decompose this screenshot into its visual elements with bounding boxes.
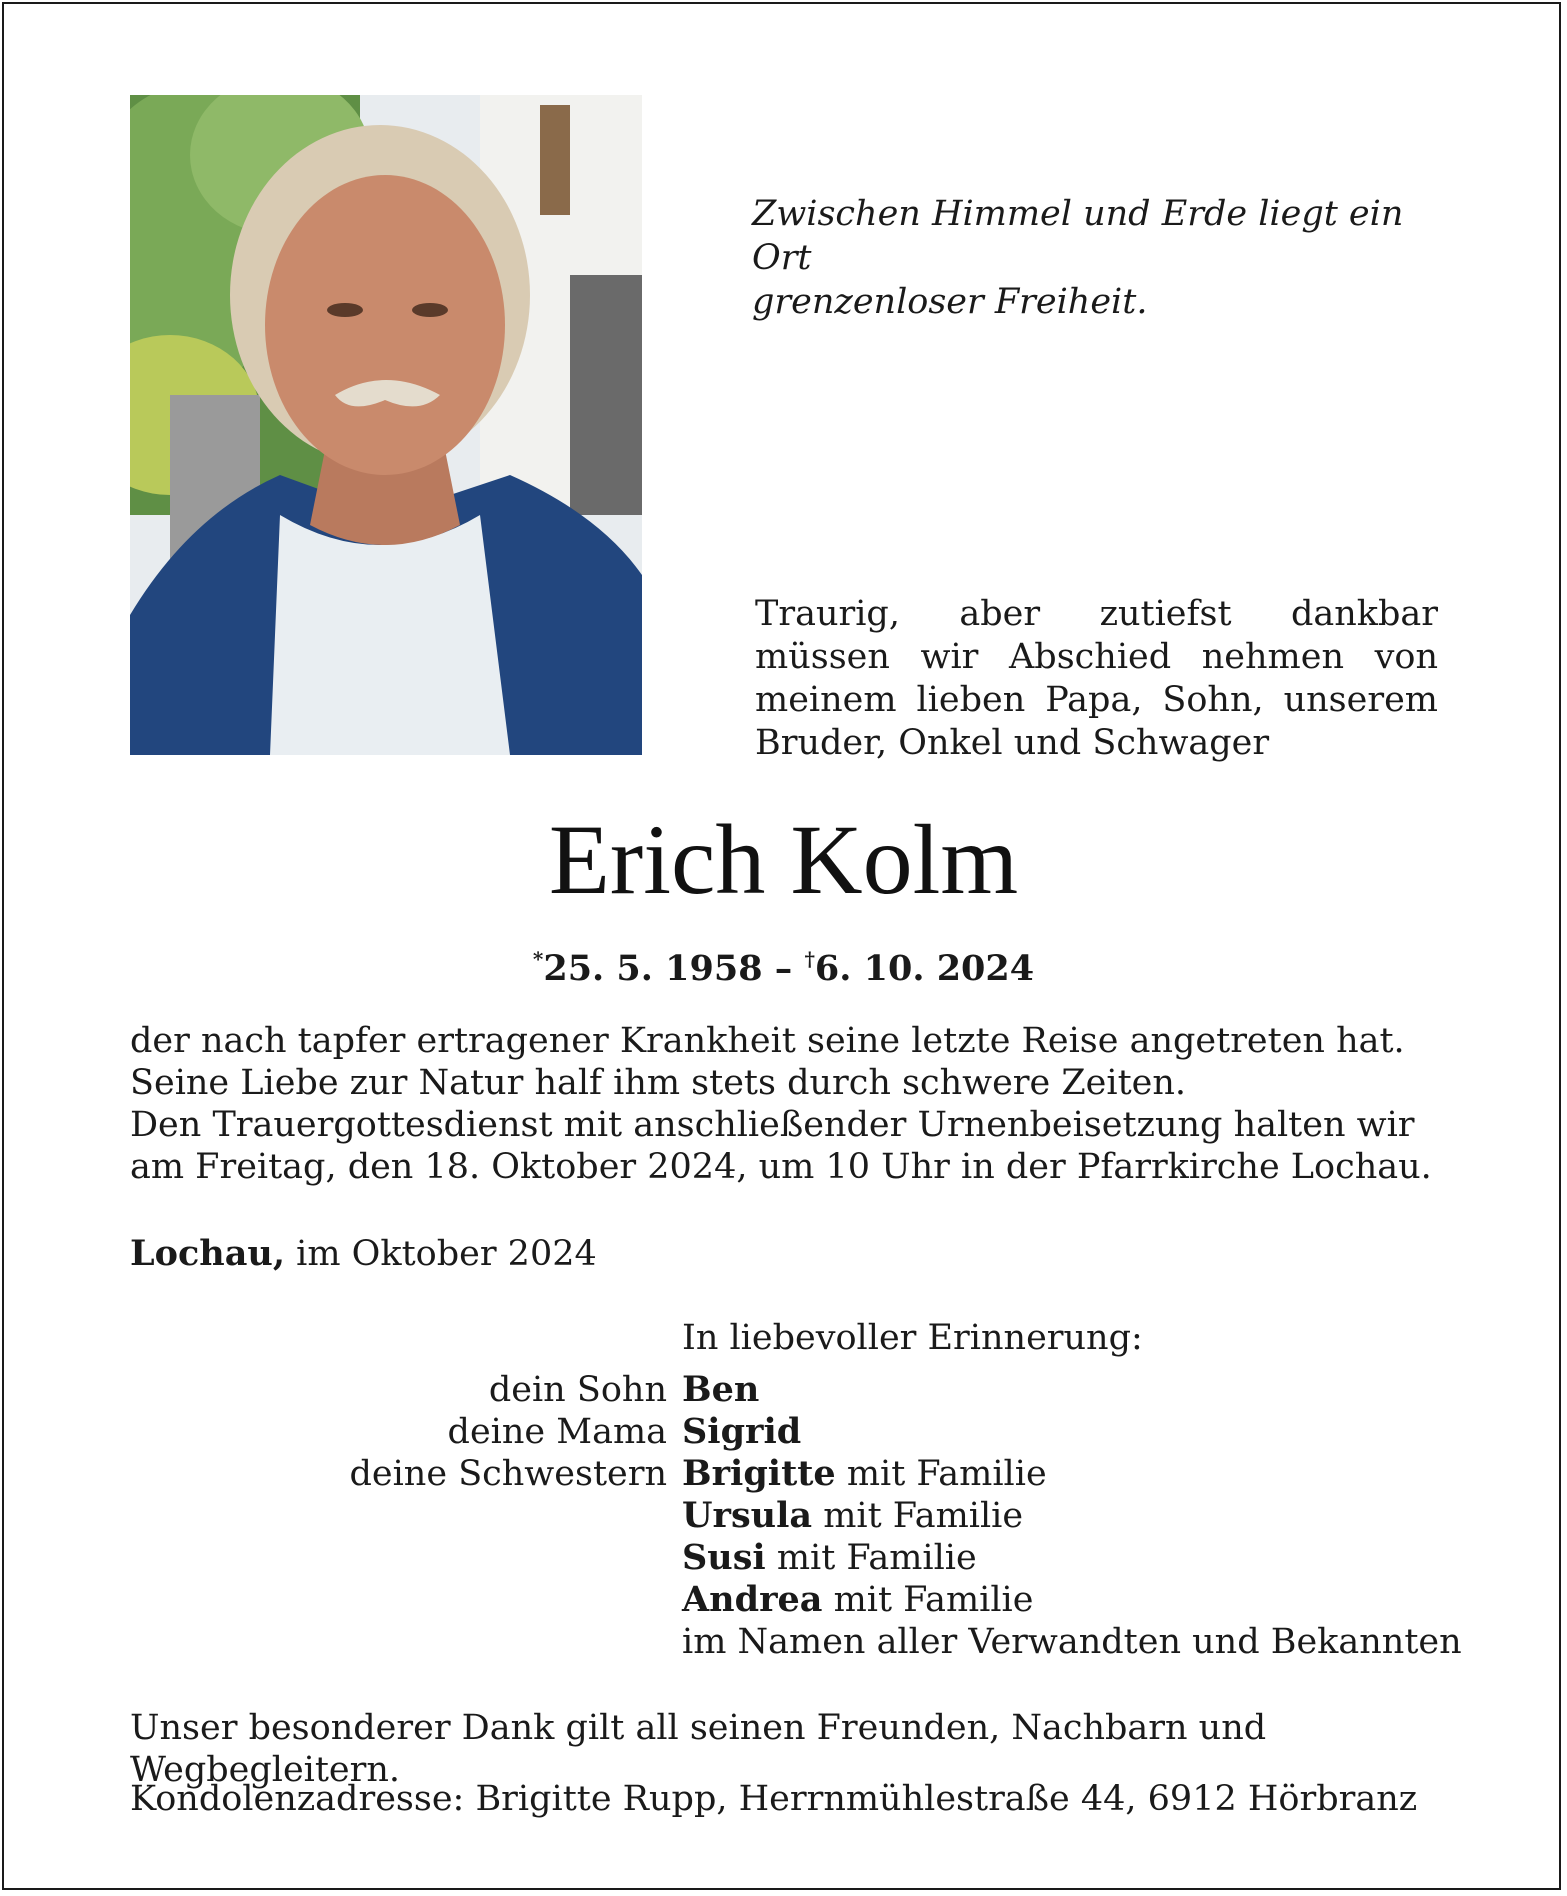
death-symbol: † <box>804 947 815 971</box>
family-row <box>0 1537 1567 1579</box>
intro-text: Traurig, aber zutiefst dankbar müssen wir Abschied nehmen von meinem lieben Papa, Sohn, unserem Bruder, Onkel und Schwager <box>755 594 1438 763</box>
family-member <box>682 1579 1033 1621</box>
family-member-name: Susi <box>682 1537 766 1578</box>
thanks-text: Unser besonderer Dank gilt all seinen Freunden, Nachbarn und Wegbegleitern. <box>130 1708 1267 1790</box>
deceased-name: Erich Kolm <box>548 804 1019 915</box>
family-row <box>0 1411 1567 1453</box>
place-date-line <box>130 1233 597 1275</box>
body-text <box>130 1020 1440 1188</box>
family-member <box>682 1537 977 1579</box>
family-row <box>0 1621 1567 1663</box>
family-member-name: Andrea <box>682 1579 823 1620</box>
family-member <box>682 1411 801 1453</box>
family-member <box>682 1621 1462 1663</box>
motto-line-2: grenzenloser Freiheit. <box>752 282 1148 322</box>
place-city: Lochau, <box>130 1233 286 1274</box>
motto-line-1: Zwischen Himmel und Erde liegt ein Ort <box>752 194 1404 278</box>
portrait-photo <box>130 95 642 755</box>
family-relation: dein Sohn <box>488 1370 667 1410</box>
family-member-name: Ursula <box>682 1495 813 1536</box>
condolence-address: Kondolenzadresse: Brigitte Rupp, Herrnmühlestraße 44, 6912 Hörbranz <box>130 1779 1418 1819</box>
date-separator: – <box>762 948 805 989</box>
family-row <box>0 1369 1567 1411</box>
motto-quote <box>752 192 1452 324</box>
family-row <box>0 1453 1567 1495</box>
family-member-suffix: mit Familie <box>765 1538 977 1578</box>
body-paragraph-2: Den Trauergottesdienst mit anschließender Urnenbeisetzung halten wir am Freitag, den 18. Oktober 2024, um 10 Uhr in der Pfarrkirche Lochau. <box>130 1105 1432 1187</box>
memory-heading: In liebevoller Erinnerung: <box>682 1318 1143 1358</box>
life-dates <box>0 938 1567 990</box>
family-row <box>0 1579 1567 1621</box>
portrait-photo-image <box>130 95 642 755</box>
family-relation: deine Mama <box>447 1412 667 1452</box>
family-member-suffix: mit Familie <box>822 1580 1034 1620</box>
family-member <box>682 1453 1047 1495</box>
family-member <box>682 1495 1023 1537</box>
family-relation: deine Schwestern <box>349 1454 667 1494</box>
death-date: 6. 10. 2024 <box>814 948 1035 989</box>
family-member-suffix: mit Familie <box>812 1496 1024 1536</box>
family-member-name: Ben <box>682 1369 760 1410</box>
family-member-name: Sigrid <box>682 1411 802 1452</box>
body-paragraph-1: der nach tapfer ertragener Krankheit seine letzte Reise angetreten hat. Seine Liebe zur Natur half ihm stets durch schwere Zeiten. <box>130 1021 1405 1103</box>
family-member-suffix: mit Familie <box>835 1454 1047 1494</box>
place-date: im Oktober 2024 <box>285 1234 597 1274</box>
family-member-suffix: im Namen aller Verwandten und Bekannten <box>682 1622 1462 1662</box>
birth-date: 25. 5. 1958 <box>543 948 763 989</box>
family-member <box>682 1369 759 1411</box>
family-member-name: Brigitte <box>682 1453 836 1494</box>
family-row <box>0 1495 1567 1537</box>
birth-symbol: * <box>532 947 544 971</box>
